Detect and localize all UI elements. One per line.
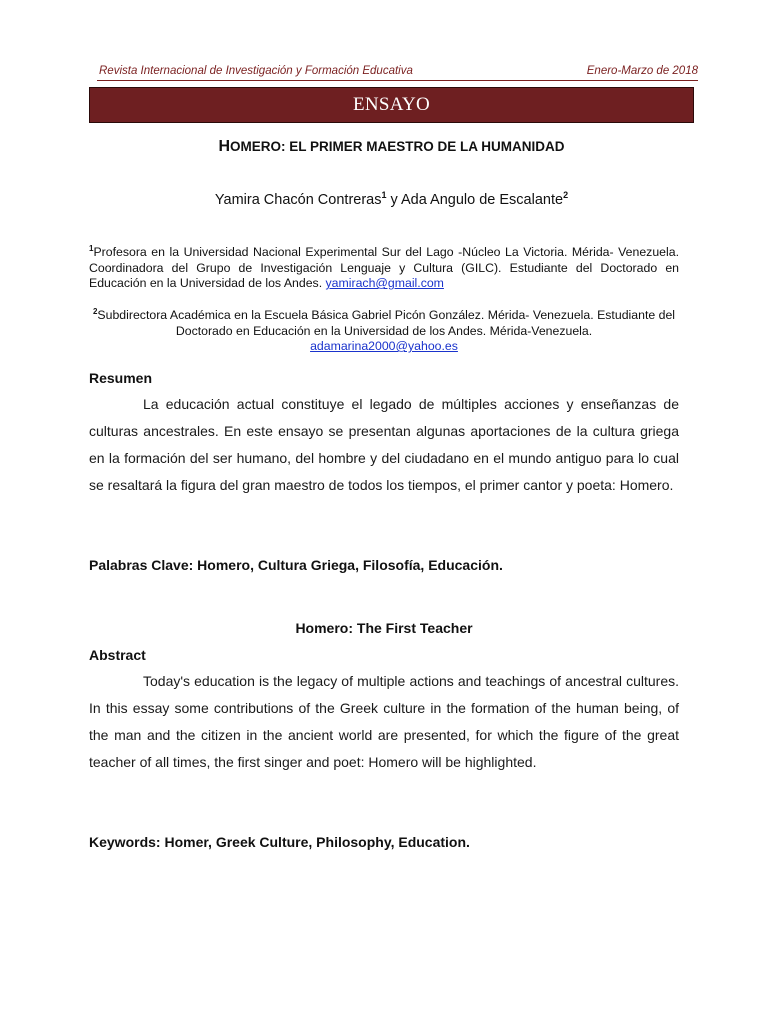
author-conjunction: y (386, 191, 402, 208)
issue-date: Enero-Marzo de 2018 (586, 65, 698, 77)
email-link-1[interactable]: yamirach@gmail.com (325, 276, 444, 291)
affiliation-1-marker: 1 (89, 244, 94, 253)
title-subtitle: EL PRIMER MAESTRO DE LA HUMANIDAD (289, 139, 565, 154)
resumen-heading: Resumen (89, 370, 153, 386)
email-link-2[interactable]: adamarina2000@yahoo.es (310, 339, 458, 354)
author-1: Yamira Chacón Contreras (214, 191, 382, 208)
affiliation-2-marker: 2 (92, 307, 98, 316)
palabras-clave: Palabras Clave: Homero, Cultura Griega, Filosofía, Educación. (89, 557, 503, 573)
keywords-en: Keywords: Homer, Greek Culture, Philosophy, Education. (89, 834, 470, 850)
article-title (89, 138, 694, 156)
title-part: OMERO: (230, 139, 290, 154)
affiliation-1 (89, 241, 679, 292)
resumen-body: La educación actual constituye el legado de múltiples acciones y enseñanzas de culturas ancestrales. En este ensayo se presentan algunas aportaciones de la cultura griega en la formación del ser humano, del hombre y del ciudadano en el mundo antiguo para lo cual se resaltará la figura del gran maestro de todos los tiempos, el primer cantor y poeta: Homero. (89, 396, 679, 493)
affiliation-1-text: Profesora en la Universidad Nacional Experimental Sur del Lago -Núcleo La Victoria. Mérida- Venezuela. Coordinadora del Grupo de Investigación Lenguaje y Cultura (GILC). Estudiante del Doctorado en Educación en la Universidad de los Andes. (89, 245, 679, 291)
abstract-heading: Abstract (89, 647, 146, 663)
journal-name: Revista Internacional de Investigación y Formación Educativa (99, 65, 413, 77)
author-1-marker: 1 (381, 190, 387, 200)
section-banner: ENSAYO (89, 87, 694, 123)
english-title: Homero: The First Teacher (295, 620, 473, 636)
running-header (97, 64, 698, 81)
author-2: Ada Angulo de Escalante (401, 191, 564, 208)
affiliation-2-text: Subdirectora Académica en la Escuela Básica Gabriel Picón González. Mérida- Venezuela. Estudiante del Doctorado en Educación en la Universidad de los Andes. Mérida-Venezuela. (97, 308, 676, 338)
abstract-body: Today's education is the legacy of multiple actions and teachings of ancestral cultures. In this essay some contributions of the Greek culture in the formation of the human being, of the man and the citizen in the ancient world are presented, for which the figure of the great teacher of all times, the first singer and poet: Homero will be highlighted. (89, 673, 679, 770)
title-initial: H (218, 138, 231, 155)
affiliation-2 (89, 304, 679, 355)
author-2-marker: 2 (563, 190, 569, 200)
author-line (89, 190, 694, 208)
